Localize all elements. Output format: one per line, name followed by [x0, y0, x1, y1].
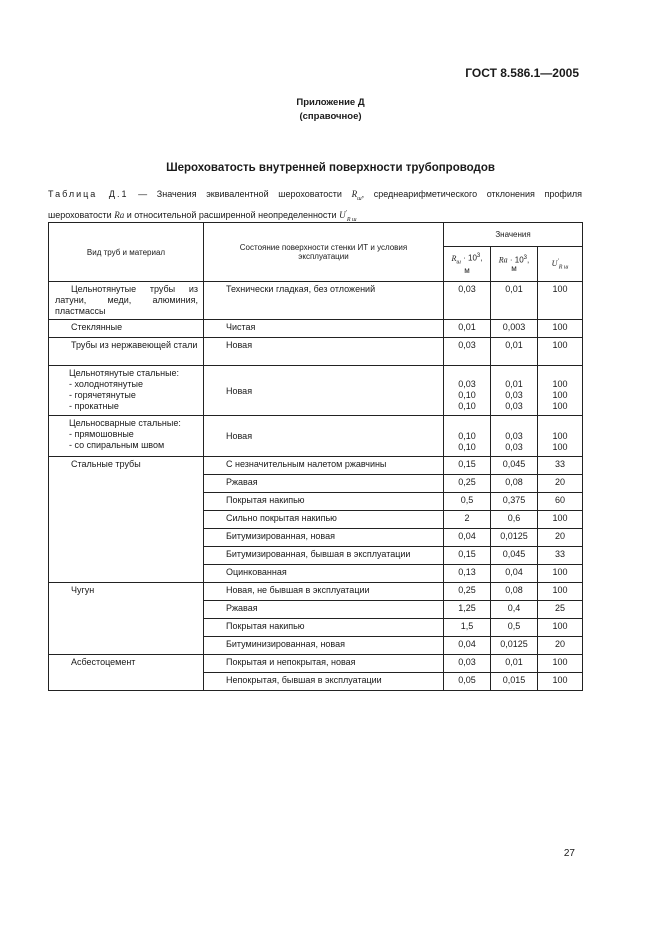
- header-ra: $Ra \cdot 10^3$, м: [491, 247, 538, 282]
- cell-state: Чистая: [204, 320, 444, 338]
- cell-ra: 0,08: [491, 583, 538, 601]
- cell-u: 25: [538, 601, 583, 619]
- cell-rsh: 0,04: [444, 637, 491, 655]
- cell-u: 100 100: [538, 416, 583, 457]
- header-u: $U'_{R ш}$: [538, 247, 583, 282]
- cell-material: Цельнотянутые трубы из латуни, меди, алюминия, пластмассы: [49, 282, 204, 320]
- caption-text-a: — Значения эквивалентной шероховатости: [128, 189, 352, 199]
- cell-ra: 0,0125: [491, 529, 538, 547]
- cell-state: Покрытая накипью: [204, 493, 444, 511]
- table-row: [49, 366, 583, 416]
- cell-ra: 0,04: [491, 565, 538, 583]
- cell-rsh: 0,10 0,10: [444, 416, 491, 457]
- cell-u: 100: [538, 673, 583, 691]
- cell-ra: 0,375: [491, 493, 538, 511]
- appendix-title: Приложение Д: [296, 97, 365, 108]
- cell-rsh: 0,03: [444, 338, 491, 366]
- cell-state: Оцинкованная: [204, 565, 444, 583]
- table-row: [49, 583, 583, 601]
- cell-rsh: 0,05: [444, 673, 491, 691]
- cell-ra: 0,045: [491, 457, 538, 475]
- cell-rsh: 0,03 0,10 0,10: [444, 366, 491, 416]
- cell-rsh: 0,5: [444, 493, 491, 511]
- cell-state: С незначительным налетом ржавчины: [204, 457, 444, 475]
- cell-material: Стальные трубы: [49, 457, 204, 583]
- cell-u: 20: [538, 529, 583, 547]
- cell-state: Технически гладкая, без отложений: [204, 282, 444, 320]
- cell-state: Битуминизированная, новая: [204, 637, 444, 655]
- cell-rsh: 0,25: [444, 583, 491, 601]
- cell-material: Стеклянные: [49, 320, 204, 338]
- cell-rsh: 0,25: [444, 475, 491, 493]
- cell-rsh: 0,03: [444, 282, 491, 320]
- caption-symbol-u: $U'_{R ш}$: [339, 209, 357, 223]
- header-material: Вид труб и материал: [49, 223, 204, 282]
- appendix-note: (справочное): [299, 111, 362, 122]
- cell-rsh: 0,13: [444, 565, 491, 583]
- cell-state: Ржавая: [204, 475, 444, 493]
- cell-material: Чугун: [49, 583, 204, 655]
- table-row: [49, 416, 583, 457]
- cell-ra: 0,01: [491, 282, 538, 320]
- cell-state: Новая, не бывшая в эксплуатации: [204, 583, 444, 601]
- table-row: [49, 338, 583, 366]
- header-rsh: $R_ш \cdot 10^3$, м: [444, 247, 491, 282]
- cell-state: Покрытая и непокрытая, новая: [204, 655, 444, 673]
- cell-state: Покрытая накипью: [204, 619, 444, 637]
- header-surface-state: Состояние поверхности стенки ИТ и условия эксплуатации: [204, 223, 444, 282]
- cell-rsh: 1,25: [444, 601, 491, 619]
- cell-state: Непокрытая, бывшая в эксплуатации: [204, 673, 444, 691]
- cell-ra: 0,01: [491, 655, 538, 673]
- cell-u: 100: [538, 583, 583, 601]
- cell-ra: 0,015: [491, 673, 538, 691]
- cell-state: Битумизированная, новая: [204, 529, 444, 547]
- table-row: [49, 282, 583, 320]
- cell-u: 100: [538, 282, 583, 320]
- cell-state: Битумизированная, бывшая в эксплуатации: [204, 547, 444, 565]
- cell-state: Сильно покрытая накипью: [204, 511, 444, 529]
- cell-u: 100: [538, 338, 583, 366]
- table-row: [49, 320, 583, 338]
- caption-text-c: и относительной расширенной неопределенности: [124, 209, 340, 220]
- cell-u: 100: [538, 565, 583, 583]
- cell-u: 100: [538, 511, 583, 529]
- caption-text-b: , среднеарифметического отклонения профиля шероховатости: [48, 189, 582, 220]
- table-row: [49, 655, 583, 673]
- cell-state: Новая: [204, 366, 444, 416]
- cell-ra: 0,003: [491, 320, 538, 338]
- header-values-group: Значения: [444, 223, 583, 247]
- cell-ra: 0,4: [491, 601, 538, 619]
- cell-u: 60: [538, 493, 583, 511]
- cell-state: Ржавая: [204, 601, 444, 619]
- cell-ra: 0,01: [491, 338, 538, 366]
- cell-material: Цельнотянутые стальные: - холоднотянутые - горячетянутые - прокатные: [49, 366, 204, 416]
- appendix-heading: [0, 96, 661, 124]
- cell-material: Асбестоцемент: [49, 655, 204, 691]
- cell-u: 100: [538, 320, 583, 338]
- table-caption: [48, 187, 582, 227]
- cell-u: 100 100 100: [538, 366, 583, 416]
- caption-symbol-rsh: $R_ш$: [351, 189, 362, 202]
- cell-rsh: 0,03: [444, 655, 491, 673]
- cell-rsh: 0,15: [444, 547, 491, 565]
- cell-u: 100: [538, 619, 583, 637]
- cell-rsh: 0,15: [444, 457, 491, 475]
- cell-ra: 0,045: [491, 547, 538, 565]
- cell-u: 20: [538, 637, 583, 655]
- cell-ra: 0,01 0,03 0,03: [491, 366, 538, 416]
- section-title: Шероховатость внутренней поверхности трубопроводов: [166, 162, 495, 174]
- cell-rsh: 1,5: [444, 619, 491, 637]
- cell-rsh: 2: [444, 511, 491, 529]
- standard-code: ГОСТ 8.586.1—2005: [465, 66, 579, 80]
- cell-ra: 0,5: [491, 619, 538, 637]
- cell-rsh: 0,01: [444, 320, 491, 338]
- caption-symbol-ra: Ra: [114, 209, 125, 220]
- cell-material: Цельносварные стальные: - прямошовные - со спиральным швом: [49, 416, 204, 457]
- cell-u: 100: [538, 655, 583, 673]
- cell-u: 33: [538, 547, 583, 565]
- cell-u: 33: [538, 457, 583, 475]
- page-number: 27: [563, 848, 575, 859]
- cell-u: 20: [538, 475, 583, 493]
- cell-material: Трубы из нержавеющей стали: [49, 338, 204, 366]
- cell-state: Новая: [204, 338, 444, 366]
- table-row: [49, 457, 583, 475]
- cell-ra: 0,0125: [491, 637, 538, 655]
- caption-label: Таблица Д.1: [48, 189, 129, 199]
- cell-ra: 0,03 0,03: [491, 416, 538, 457]
- roughness-table: [48, 222, 583, 691]
- cell-rsh: 0,04: [444, 529, 491, 547]
- cell-ra: 0,6: [491, 511, 538, 529]
- cell-state: Новая: [204, 416, 444, 457]
- cell-ra: 0,08: [491, 475, 538, 493]
